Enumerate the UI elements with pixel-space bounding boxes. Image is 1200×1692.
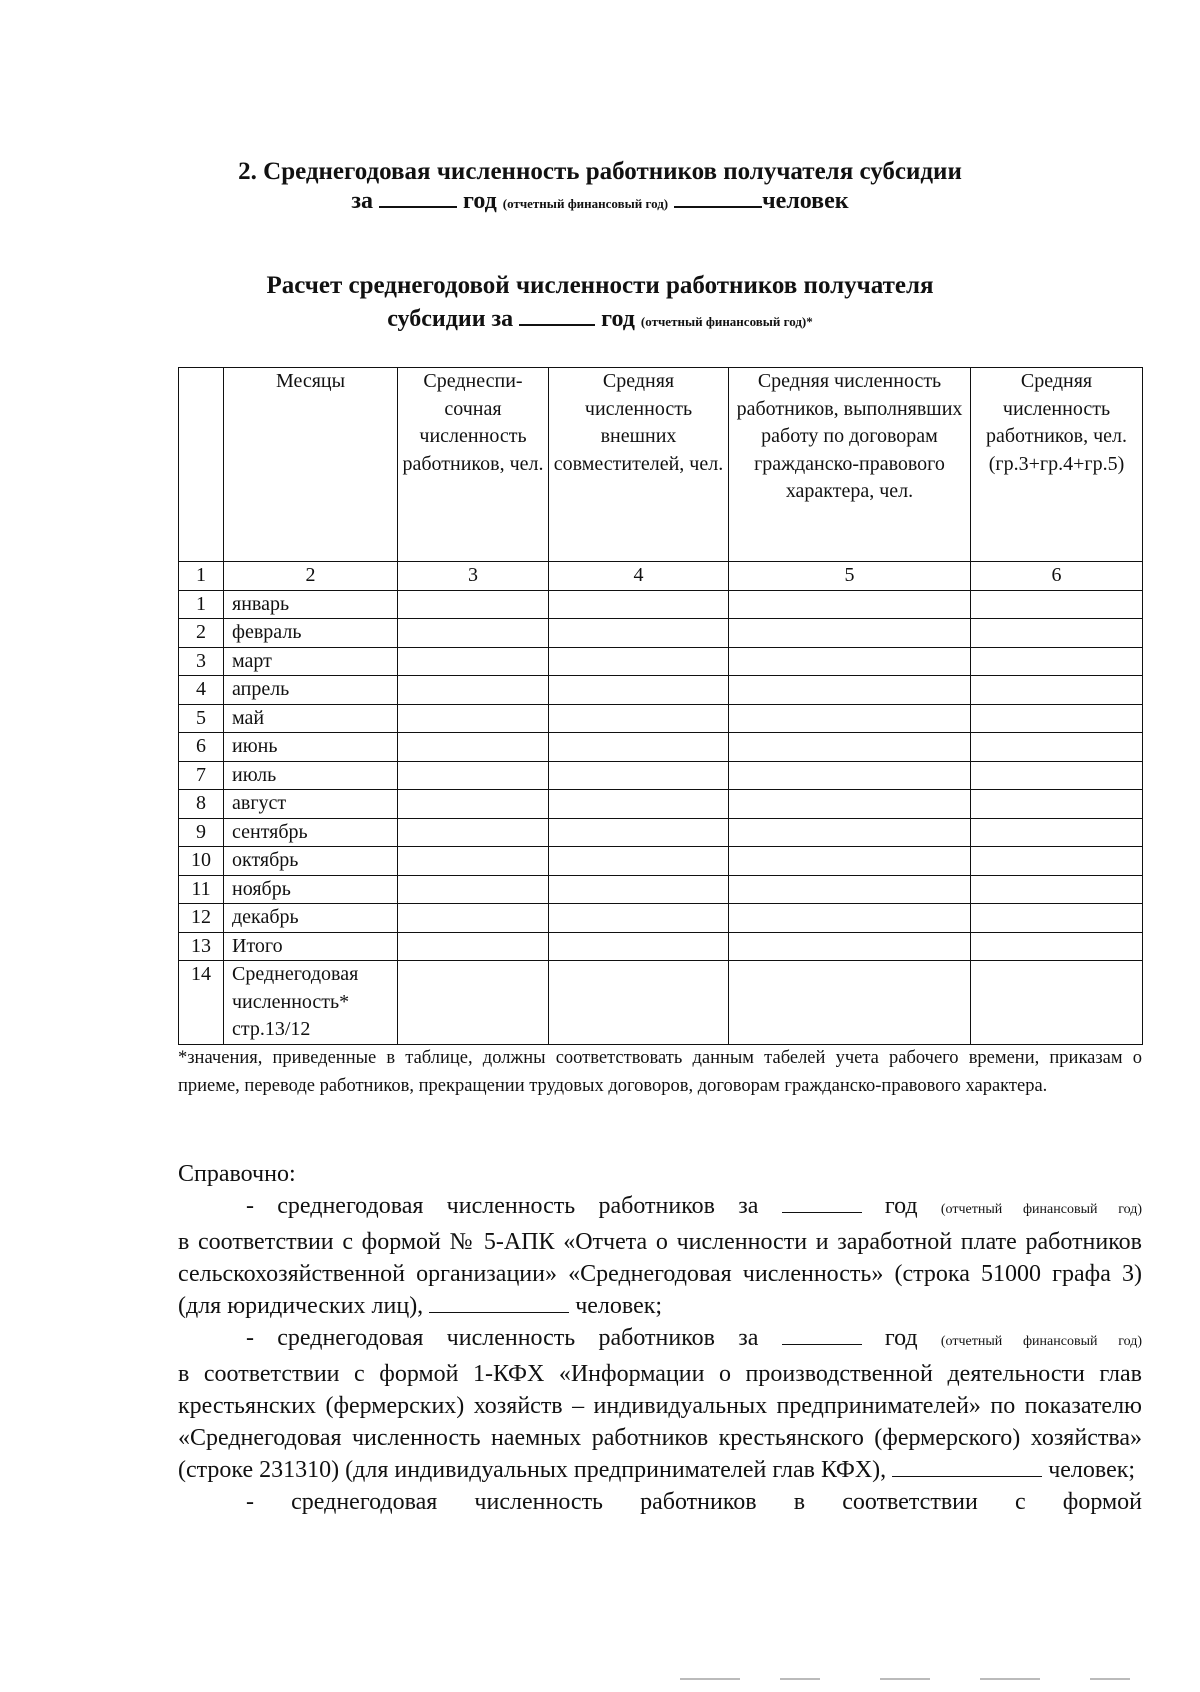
header-cell: Месяцы xyxy=(224,368,398,562)
value-cell[interactable] xyxy=(398,676,549,705)
calc-subtitle-start: субсидии за xyxy=(387,306,514,332)
calc-subtitle xyxy=(0,306,1200,333)
calc-fiscal-year-note: (отчетный финансовый год)* xyxy=(640,314,813,329)
ref2-people-label: человек; xyxy=(1048,1457,1136,1483)
value-cell[interactable] xyxy=(549,704,729,733)
value-cell[interactable] xyxy=(971,847,1143,876)
table-row xyxy=(179,847,1143,876)
value-cell[interactable] xyxy=(729,875,971,904)
value-cell[interactable] xyxy=(398,847,549,876)
value-cell[interactable] xyxy=(971,647,1143,676)
column-number: 2 xyxy=(224,562,398,591)
value-cell[interactable] xyxy=(398,818,549,847)
month-label: апрель xyxy=(224,676,398,705)
column-number-row xyxy=(179,562,1143,591)
value-cell[interactable] xyxy=(398,790,549,819)
column-number: 6 xyxy=(971,562,1143,591)
value-cell[interactable] xyxy=(729,761,971,790)
fiscal-year-note: (отчетный финансовый год) xyxy=(502,196,669,211)
table-row xyxy=(179,704,1143,733)
reference-item-1-body xyxy=(178,1226,1142,1322)
value-cell[interactable] xyxy=(971,704,1143,733)
value-cell[interactable] xyxy=(549,932,729,961)
row-number: 12 xyxy=(179,904,224,933)
people-label: человек xyxy=(762,188,849,214)
value-cell[interactable] xyxy=(398,875,549,904)
value-cell[interactable] xyxy=(398,590,549,619)
row-number: 8 xyxy=(179,790,224,819)
table-header-row xyxy=(179,368,1143,562)
value-cell[interactable] xyxy=(971,676,1143,705)
value-cell[interactable] xyxy=(549,733,729,762)
month-label: май xyxy=(224,704,398,733)
ref1-year-label: год xyxy=(884,1193,918,1219)
value-cell[interactable] xyxy=(549,761,729,790)
value-cell[interactable] xyxy=(549,590,729,619)
row-number: 11 xyxy=(179,875,224,904)
row-number: 14 xyxy=(179,961,224,1045)
value-cell[interactable] xyxy=(549,676,729,705)
value-cell[interactable] xyxy=(729,847,971,876)
row-number: 10 xyxy=(179,847,224,876)
scan-artifact xyxy=(680,1678,740,1680)
value-cell[interactable] xyxy=(549,847,729,876)
headcount-table xyxy=(178,367,1143,1045)
value-cell[interactable] xyxy=(729,961,971,1045)
month-label: февраль xyxy=(224,619,398,648)
value-cell[interactable] xyxy=(971,761,1143,790)
value-cell[interactable] xyxy=(549,875,729,904)
month-label: октябрь xyxy=(224,847,398,876)
column-number: 1 xyxy=(179,562,224,591)
table-row xyxy=(179,647,1143,676)
row-number: 4 xyxy=(179,676,224,705)
value-cell[interactable] xyxy=(729,676,971,705)
value-cell[interactable] xyxy=(729,904,971,933)
ref1-note: (отчетный финансовый год) xyxy=(940,1202,1142,1217)
calc-title-text: Расчет среднегодовой численности работников получателя xyxy=(266,272,934,299)
table-row xyxy=(179,875,1143,904)
ref2-year-blank[interactable] xyxy=(782,1324,862,1345)
scan-artifact xyxy=(980,1678,1040,1680)
value-cell[interactable] xyxy=(549,904,729,933)
section-title xyxy=(0,158,1200,186)
count-blank[interactable] xyxy=(674,188,762,208)
value-cell[interactable] xyxy=(971,961,1143,1045)
year-blank[interactable] xyxy=(379,188,457,208)
value-cell[interactable] xyxy=(971,590,1143,619)
row-number: 7 xyxy=(179,761,224,790)
reference-item-2-start xyxy=(178,1322,1142,1358)
value-cell[interactable] xyxy=(398,619,549,648)
ref2-year-label: год xyxy=(884,1325,918,1351)
value-cell[interactable] xyxy=(971,818,1143,847)
row-number: 1 xyxy=(179,590,224,619)
row-number: 2 xyxy=(179,619,224,648)
table-row xyxy=(179,904,1143,933)
ref1-people-label: человек; xyxy=(575,1293,663,1319)
reference-item-2-start-text: - среднегодовая численность работников за xyxy=(246,1325,759,1351)
row-number: 6 xyxy=(179,733,224,762)
header-cell xyxy=(179,368,224,562)
ref1-body-text: в соответствии с формой № 5-АПК «Отчета о численности и заработной плате работников сельскохозяйственной организации» «Среднегодовая численность» (строка 51000 графа 3) (для юридических лиц), xyxy=(178,1229,1142,1319)
table-row xyxy=(179,761,1143,790)
value-cell[interactable] xyxy=(729,733,971,762)
reference-item-2-body xyxy=(178,1358,1142,1486)
table-row xyxy=(179,619,1143,648)
row-number: 3 xyxy=(179,647,224,676)
calc-title xyxy=(0,272,1200,300)
reference-item-3: - среднегодовая численность работников в соответствии с формой xyxy=(246,1489,1142,1515)
row-number: 13 xyxy=(179,932,224,961)
row-number: 9 xyxy=(179,818,224,847)
value-cell[interactable] xyxy=(971,733,1143,762)
ref2-body-text: в соответствии с формой 1-КФХ «Информации о производственной деятельности глав крестьянских (фермерских) хозяйств – индивидуальных предпринимателей» по показателю «Среднегодовая численность наемных работников крестьянского (фермерского) хозяйства» (строке 231310) (для индивидуальных предпринимателей глав КФХ), xyxy=(178,1361,1142,1483)
header-cell: Среднеспи-сочная численность работников, чел. xyxy=(398,368,549,562)
value-cell[interactable] xyxy=(971,875,1143,904)
scan-artifact xyxy=(780,1678,820,1680)
value-cell[interactable] xyxy=(398,904,549,933)
value-cell[interactable] xyxy=(549,961,729,1045)
scan-artifact xyxy=(1090,1678,1130,1680)
value-cell[interactable] xyxy=(398,704,549,733)
reference-item-1-start-text: - среднегодовая численность работников за xyxy=(246,1193,759,1219)
row-number: 5 xyxy=(179,704,224,733)
month-label: август xyxy=(224,790,398,819)
table-row xyxy=(179,932,1143,961)
column-number: 4 xyxy=(549,562,729,591)
ref1-count-blank[interactable] xyxy=(429,1292,569,1313)
value-cell[interactable] xyxy=(398,761,549,790)
header-cell: Средняя численность внешних совместителей, чел. xyxy=(549,368,729,562)
table-row xyxy=(179,733,1143,762)
month-label: Среднегодовая численность* стр.13/12 xyxy=(224,961,398,1045)
section-subtitle xyxy=(0,188,1200,215)
value-cell[interactable] xyxy=(398,932,549,961)
value-cell[interactable] xyxy=(398,647,549,676)
month-label: март xyxy=(224,647,398,676)
za-label: за xyxy=(351,188,374,214)
value-cell[interactable] xyxy=(971,932,1143,961)
value-cell[interactable] xyxy=(549,647,729,676)
value-cell[interactable] xyxy=(398,961,549,1045)
value-cell[interactable] xyxy=(549,818,729,847)
value-cell[interactable] xyxy=(729,590,971,619)
section-title-text: 2. Среднегодовая численность работников получателя субсидии xyxy=(238,158,962,185)
ref2-note: (отчетный финансовый год) xyxy=(940,1334,1142,1349)
reference-title: Справочно: xyxy=(178,1161,296,1187)
value-cell[interactable] xyxy=(729,647,971,676)
calc-year-label: год xyxy=(601,306,635,332)
header-cell: Средняя численность работников, выполнявших работу по договорам гражданско-правового характера, чел. xyxy=(729,368,971,562)
reference-item-1-start xyxy=(178,1190,1142,1226)
month-label: июнь xyxy=(224,733,398,762)
value-cell[interactable] xyxy=(971,619,1143,648)
calc-year-blank[interactable] xyxy=(519,306,595,326)
value-cell[interactable] xyxy=(971,904,1143,933)
table-row xyxy=(179,818,1143,847)
table-row xyxy=(179,676,1143,705)
value-cell[interactable] xyxy=(729,704,971,733)
column-number: 3 xyxy=(398,562,549,591)
column-number: 5 xyxy=(729,562,971,591)
ref2-count-blank[interactable] xyxy=(892,1456,1042,1477)
month-label: январь xyxy=(224,590,398,619)
value-cell[interactable] xyxy=(729,818,971,847)
table-row xyxy=(179,790,1143,819)
year-label: год xyxy=(463,188,497,214)
value-cell[interactable] xyxy=(549,790,729,819)
reference-section xyxy=(178,1158,1142,1518)
header-cell: Средняя численность работников, чел. (гр.3+гр.4+гр.5) xyxy=(971,368,1143,562)
table-row xyxy=(179,590,1143,619)
month-label: сентябрь xyxy=(224,818,398,847)
value-cell[interactable] xyxy=(398,733,549,762)
month-label: декабрь xyxy=(224,904,398,933)
table-body xyxy=(179,590,1143,1044)
table-footnote: *значения, приведенные в таблице, должны соответствовать данным табелей учета рабочего времени, приказам о приеме, переводе работников, прекращении трудовых договоров, договорам гражданско-правового характера. xyxy=(178,1048,1142,1096)
scan-artifact xyxy=(880,1678,930,1680)
month-label: июль xyxy=(224,761,398,790)
value-cell[interactable] xyxy=(549,619,729,648)
value-cell[interactable] xyxy=(729,619,971,648)
value-cell[interactable] xyxy=(971,790,1143,819)
value-cell[interactable] xyxy=(729,932,971,961)
month-label: ноябрь xyxy=(224,875,398,904)
table-row xyxy=(179,961,1143,1045)
ref1-year-blank[interactable] xyxy=(782,1192,862,1213)
month-label: Итого xyxy=(224,932,398,961)
value-cell[interactable] xyxy=(729,790,971,819)
